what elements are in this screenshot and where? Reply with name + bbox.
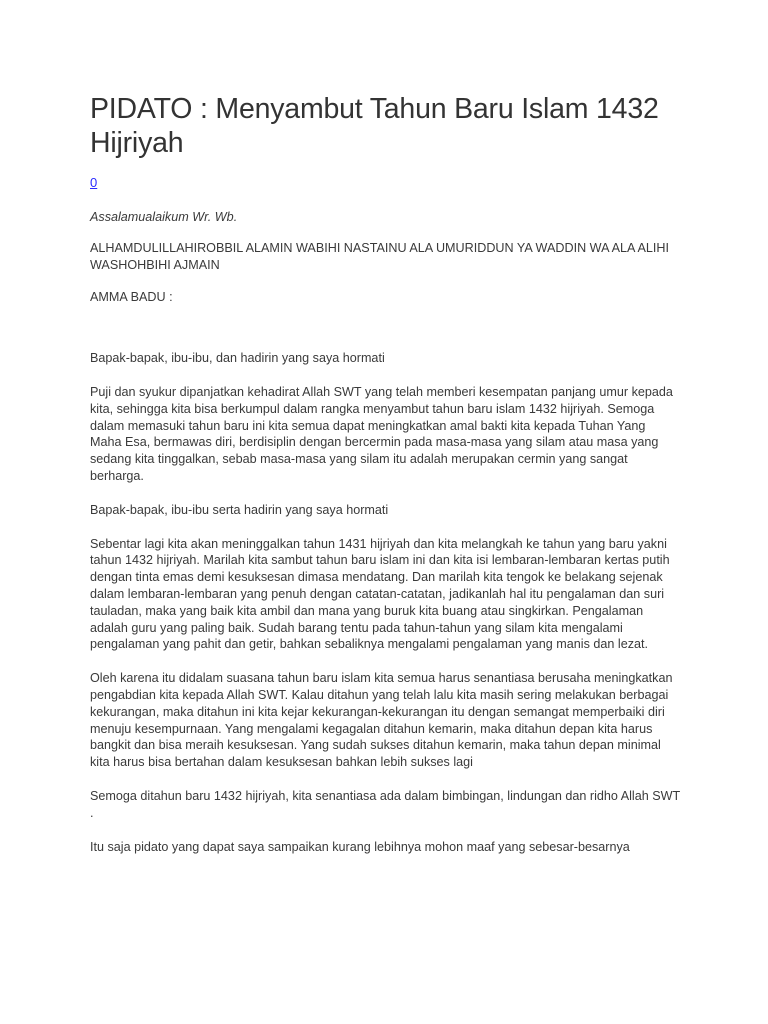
paragraph-salutation-1: Bapak-bapak, ibu-ibu, dan hadirin yang saya hormati bbox=[90, 351, 385, 366]
document-page bbox=[90, 92, 680, 872]
paragraph-improvement: Oleh karena itu didalam suasana tahun baru islam kita semua harus senantiasa berusaha meningkatkan pengabdian kita kepada Allah SWT. Kalau ditahun yang telah lalu kita masih sering melakukan berbagai kekurangan, maka ditahun ini kita kejar kekurangan-kekurangan itu dengan semangat memperbaiki diri menuju kesempurnaan. Yang mengalami kegagalan ditahun kemarin, maka ditahun depan kita harus bangkit dan bisa meraih kesuksesan. Yang sudah sukses ditahun kemarin, maka tahun depan minimal kita harus bisa bertahan dalam kesuksesan bahkan lebih sukses lagi bbox=[90, 671, 673, 770]
paragraph-closing: Itu saja pidato yang dapat saya sampaikan kurang lebihnya mohon maaf yang sebesar-besarnya bbox=[90, 839, 630, 854]
greeting: Assalamualaikum Wr. Wb. bbox=[90, 210, 238, 224]
paragraph-salutation-2: Bapak-bapak, ibu-ibu serta hadirin yang saya hormati bbox=[90, 502, 389, 517]
comment-count-link[interactable]: 0 bbox=[90, 175, 98, 190]
amma-badu: AMMA BADU : bbox=[90, 290, 173, 305]
paragraph-blessing: Semoga ditahun baru 1432 hijriyah, kita senantiasa ada dalam bimbingan, lindungan dan ridho Allah SWT . bbox=[90, 788, 680, 820]
document-title: PIDATO : Menyambut Tahun Baru Islam 1432 Hijriyah bbox=[90, 93, 659, 159]
paragraph-gratitude: Puji dan syukur dipanjatkan kehadirat Allah SWT yang telah memberi kesempatan panjang umur kepada kita, sehingga kita bisa berkumpul dalam rangka menyambut tahun baru islam 1432 hijriyah. Semoga dalam memasuki tahun baru ini kita semua dapat meningkatkan amal bakti kita kepada Tuhan Yang Maha Esa, bermawas diri, berdisiplin dengan bercermin pada masa-masa yang silam atau masa yang sedang kita tinggalkan, sebab masa-masa yang silam itu adalah merupakan cermin yang sangat berharga. bbox=[90, 384, 673, 483]
opening-prayer: ALHAMDULILLAHIROBBIL ALAMIN WABIHI NASTAINU ALA UMURIDDUN YA WADDIN WA ALA ALIHI WASHOHBIHI AJMAIN bbox=[90, 240, 669, 272]
paragraph-reflection: Sebentar lagi kita akan meninggalkan tahun 1431 hijriyah dan kita melangkah ke tahun yang baru yakni tahun 1432 hijriyah. Marilah kita sambut tahun baru islam ini dan kita isi lembaran-lembaran kertas putih dengan tinta emas demi kesuksesan dimasa mendatang. Dan marilah kita tengok ke belakang sejenak dalam lembaran-lembaran yang penuh dengan catatan-catatan, jadikanlah hal itu pengalaman dan suri tauladan, maka yang baik kita ambil dan mana yang buruk kita buang atau singkirkan. Pengalaman adalah guru yang paling baik. Sudah barang tentu pada tahun-tahun yang silam kita mengalami pengalaman yang pahit dan getir, bahkan sebaliknya mengalami pengalaman yang manis dan lezat. bbox=[90, 536, 670, 652]
